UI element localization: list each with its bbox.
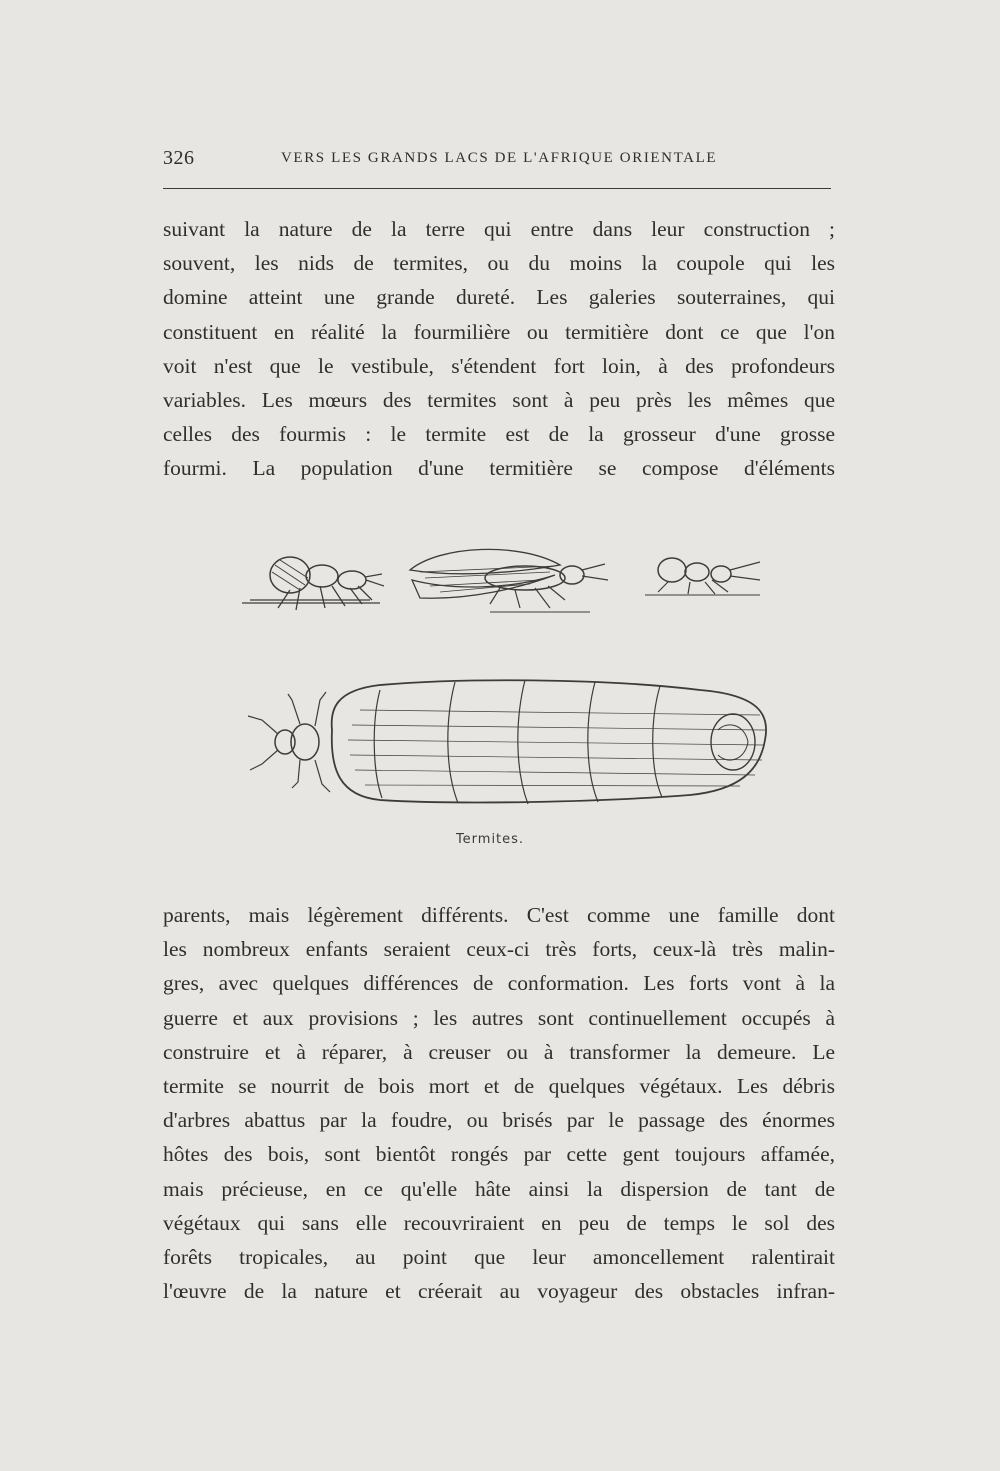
text-line: végétaux qui sans elle recouvriraient en peu de temps le sol des (163, 1210, 835, 1235)
text-line: voit n'est que le vestibule, s'étendent fort loin, à des profondeurs (163, 353, 835, 378)
text-line: fourmi. La population d'une termitière se compose d'éléments (163, 456, 835, 481)
page-number: 326 (163, 147, 195, 169)
text-line: les nombreux enfants seraient ceux-ci très forts, ceux-là très malin- (163, 937, 835, 962)
figure-caption: Termites. (455, 832, 525, 847)
text-line: guerre et aux provisions ; les autres sont continuellement occupés à (163, 1005, 835, 1030)
winged-termite-image (410, 549, 608, 612)
text-line: variables. Les mœurs des termites sont à peu près les mêmes que (163, 387, 835, 412)
page-header (163, 147, 833, 173)
text-line: forêts tropicales, au point que leur amoncellement ralentirait (163, 1244, 835, 1269)
text-line: hôtes des bois, sont bientôt rongés par cette gent toujours affamée, (163, 1142, 835, 1167)
text-line: parents, mais légèrement différents. C'est comme une famille dont (163, 903, 835, 927)
text-line: souvent, les nids de termites, ou du moins la coupole qui les (163, 251, 835, 276)
worker-termite-image (645, 558, 760, 595)
soldier-termite-image (242, 557, 384, 610)
paragraph-2 (163, 898, 835, 1308)
text-line: gres, avec quelques différences de conformation. Les forts vont à la (163, 971, 835, 996)
termites-engraving (0, 520, 1000, 840)
text-line: domine atteint une grande dureté. Les galeries souterraines, qui (163, 285, 835, 310)
running-title: VERS LES GRANDS LACS DE L'AFRIQUE ORIENTALE (281, 150, 718, 166)
header-rule (163, 188, 831, 189)
text-line: construire et à réparer, à creuser ou à transformer la demeure. Le (163, 1039, 835, 1064)
text-line: termite se nourrit de bois mort et de quelques végétaux. Les débris (163, 1073, 835, 1098)
text-line: mais précieuse, en ce qu'elle hâte ainsi la dispersion de tant de (163, 1176, 835, 1201)
text-line: suivant la nature de la terre qui entre dans leur construction ; (163, 217, 835, 241)
paragraph-1 (163, 212, 835, 486)
termites-illustration (0, 520, 1000, 890)
text-line: l'œuvre de la nature et créerait au voyageur des obstacles infran- (163, 1279, 835, 1304)
text-line: constituent en réalité la fourmilière ou termitière dont ce que l'on (163, 319, 835, 344)
text-line: d'arbres abattus par la foudre, ou brisés par le passage des énormes (163, 1108, 835, 1133)
text-line: celles des fourmis : le termite est de la grosseur d'une grosse (163, 422, 835, 447)
queen-termite-image (248, 680, 766, 804)
